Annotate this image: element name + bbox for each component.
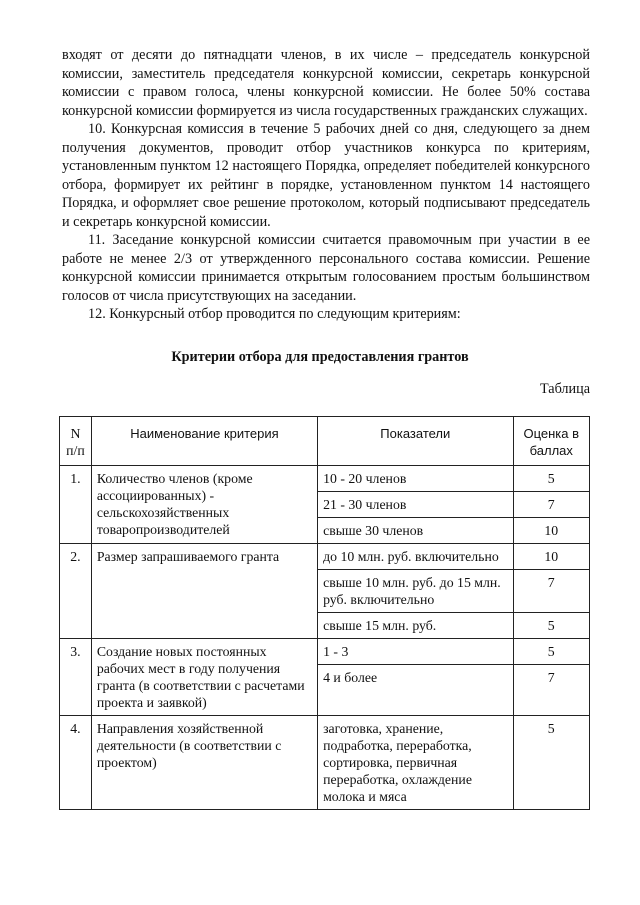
indicator-cell: 1 - 3 [318,639,513,665]
paragraph-12: 12. Конкурсный отбор проводится по следующим критериям: [88,306,461,322]
table-row [60,466,590,492]
score-cell: 10 [513,544,590,570]
criterion-name: Размер запрашиваемого гранта [91,544,317,639]
score-cell: 7 [513,492,590,518]
table-header-row [60,417,590,466]
score-cell: 5 [513,466,590,492]
score-cell: 7 [513,665,590,716]
criterion-name: Количество членов (кроме ассоциированных) - сельскохозяйственных товаропроизводителей [91,466,317,544]
criterion-num: 1. [60,466,92,544]
criteria-table [59,416,590,810]
indicator-cell: 21 - 30 членов [318,492,513,518]
indicator-cell: свыше 30 членов [318,518,513,544]
score-cell: 10 [513,518,590,544]
header-indicators: Показатели [318,417,513,466]
score-cell: 5 [513,639,590,665]
header-score: Оценка в баллах [513,417,590,466]
table-row [60,544,590,570]
header-name: Наименование критерия [91,417,317,466]
score-cell: 5 [513,613,590,639]
criterion-name: Направления хозяйственной деятельности (в соответствии с проектом) [91,716,317,810]
indicator-cell: свыше 10 млн. руб. до 15 млн. руб. включительно [318,570,513,613]
indicator-cell: 10 - 20 членов [318,466,513,492]
table-row [60,716,590,810]
header-num: N п/п [60,417,92,466]
table-caption: Таблица [539,381,590,397]
table-row [60,639,590,665]
indicator-cell: до 10 млн. руб. включительно [318,544,513,570]
paragraph-commission-composition: входят от десяти до пятнадцати членов, в их числе – председатель конкурсной комиссии, заместитель председателя конкурсной комиссии, секретарь конкурсной комиссии с правом голоса, члены конкурсной комиссии. Не более 50% состава конкурсной комиссии формируется из числа государственных гражданских служащих. [62,47,590,119]
section-heading: Критерии отбора для предоставления грантов [171,349,469,365]
criterion-name: Создание новых постоянных рабочих мест в году получения гранта (в соответствии с расчетами проекта и заявкой) [91,639,317,716]
body-text [62,46,590,324]
indicator-cell: свыше 15 млн. руб. [318,613,513,639]
indicator-cell: заготовка, хранение, подработка, переработка, сортировка, первичная переработка, охлаждение молока и мяса [318,716,513,810]
score-cell: 7 [513,570,590,613]
indicator-cell: 4 и более [318,665,513,716]
paragraph-11: 11. Заседание конкурсной комиссии считается правомочным при участии в ее работе не менее 2/3 от утвержденного персонального состава комиссии. Решение конкурсной комиссии принимается открытым голосованием простым большинством голосов от числа присутствующих на заседании. [62,232,590,304]
criterion-num: 3. [60,639,92,716]
paragraph-10: 10. Конкурсная комиссия в течение 5 рабочих дней со дня, следующего за днем получения документов, проводит отбор участников конкурса по критериям, установленным пунктом 12 настоящего Порядка, определяет победителей конкурсного отбора, формирует их рейтинг в порядке, установленном пунктом 14 настоящего Порядка, и оформляет свое решение протоколом, который подписывают председатель и секретарь конкурсной комиссии. [62,121,590,230]
criterion-num: 2. [60,544,92,639]
score-cell: 5 [513,716,590,810]
criterion-num: 4. [60,716,92,810]
